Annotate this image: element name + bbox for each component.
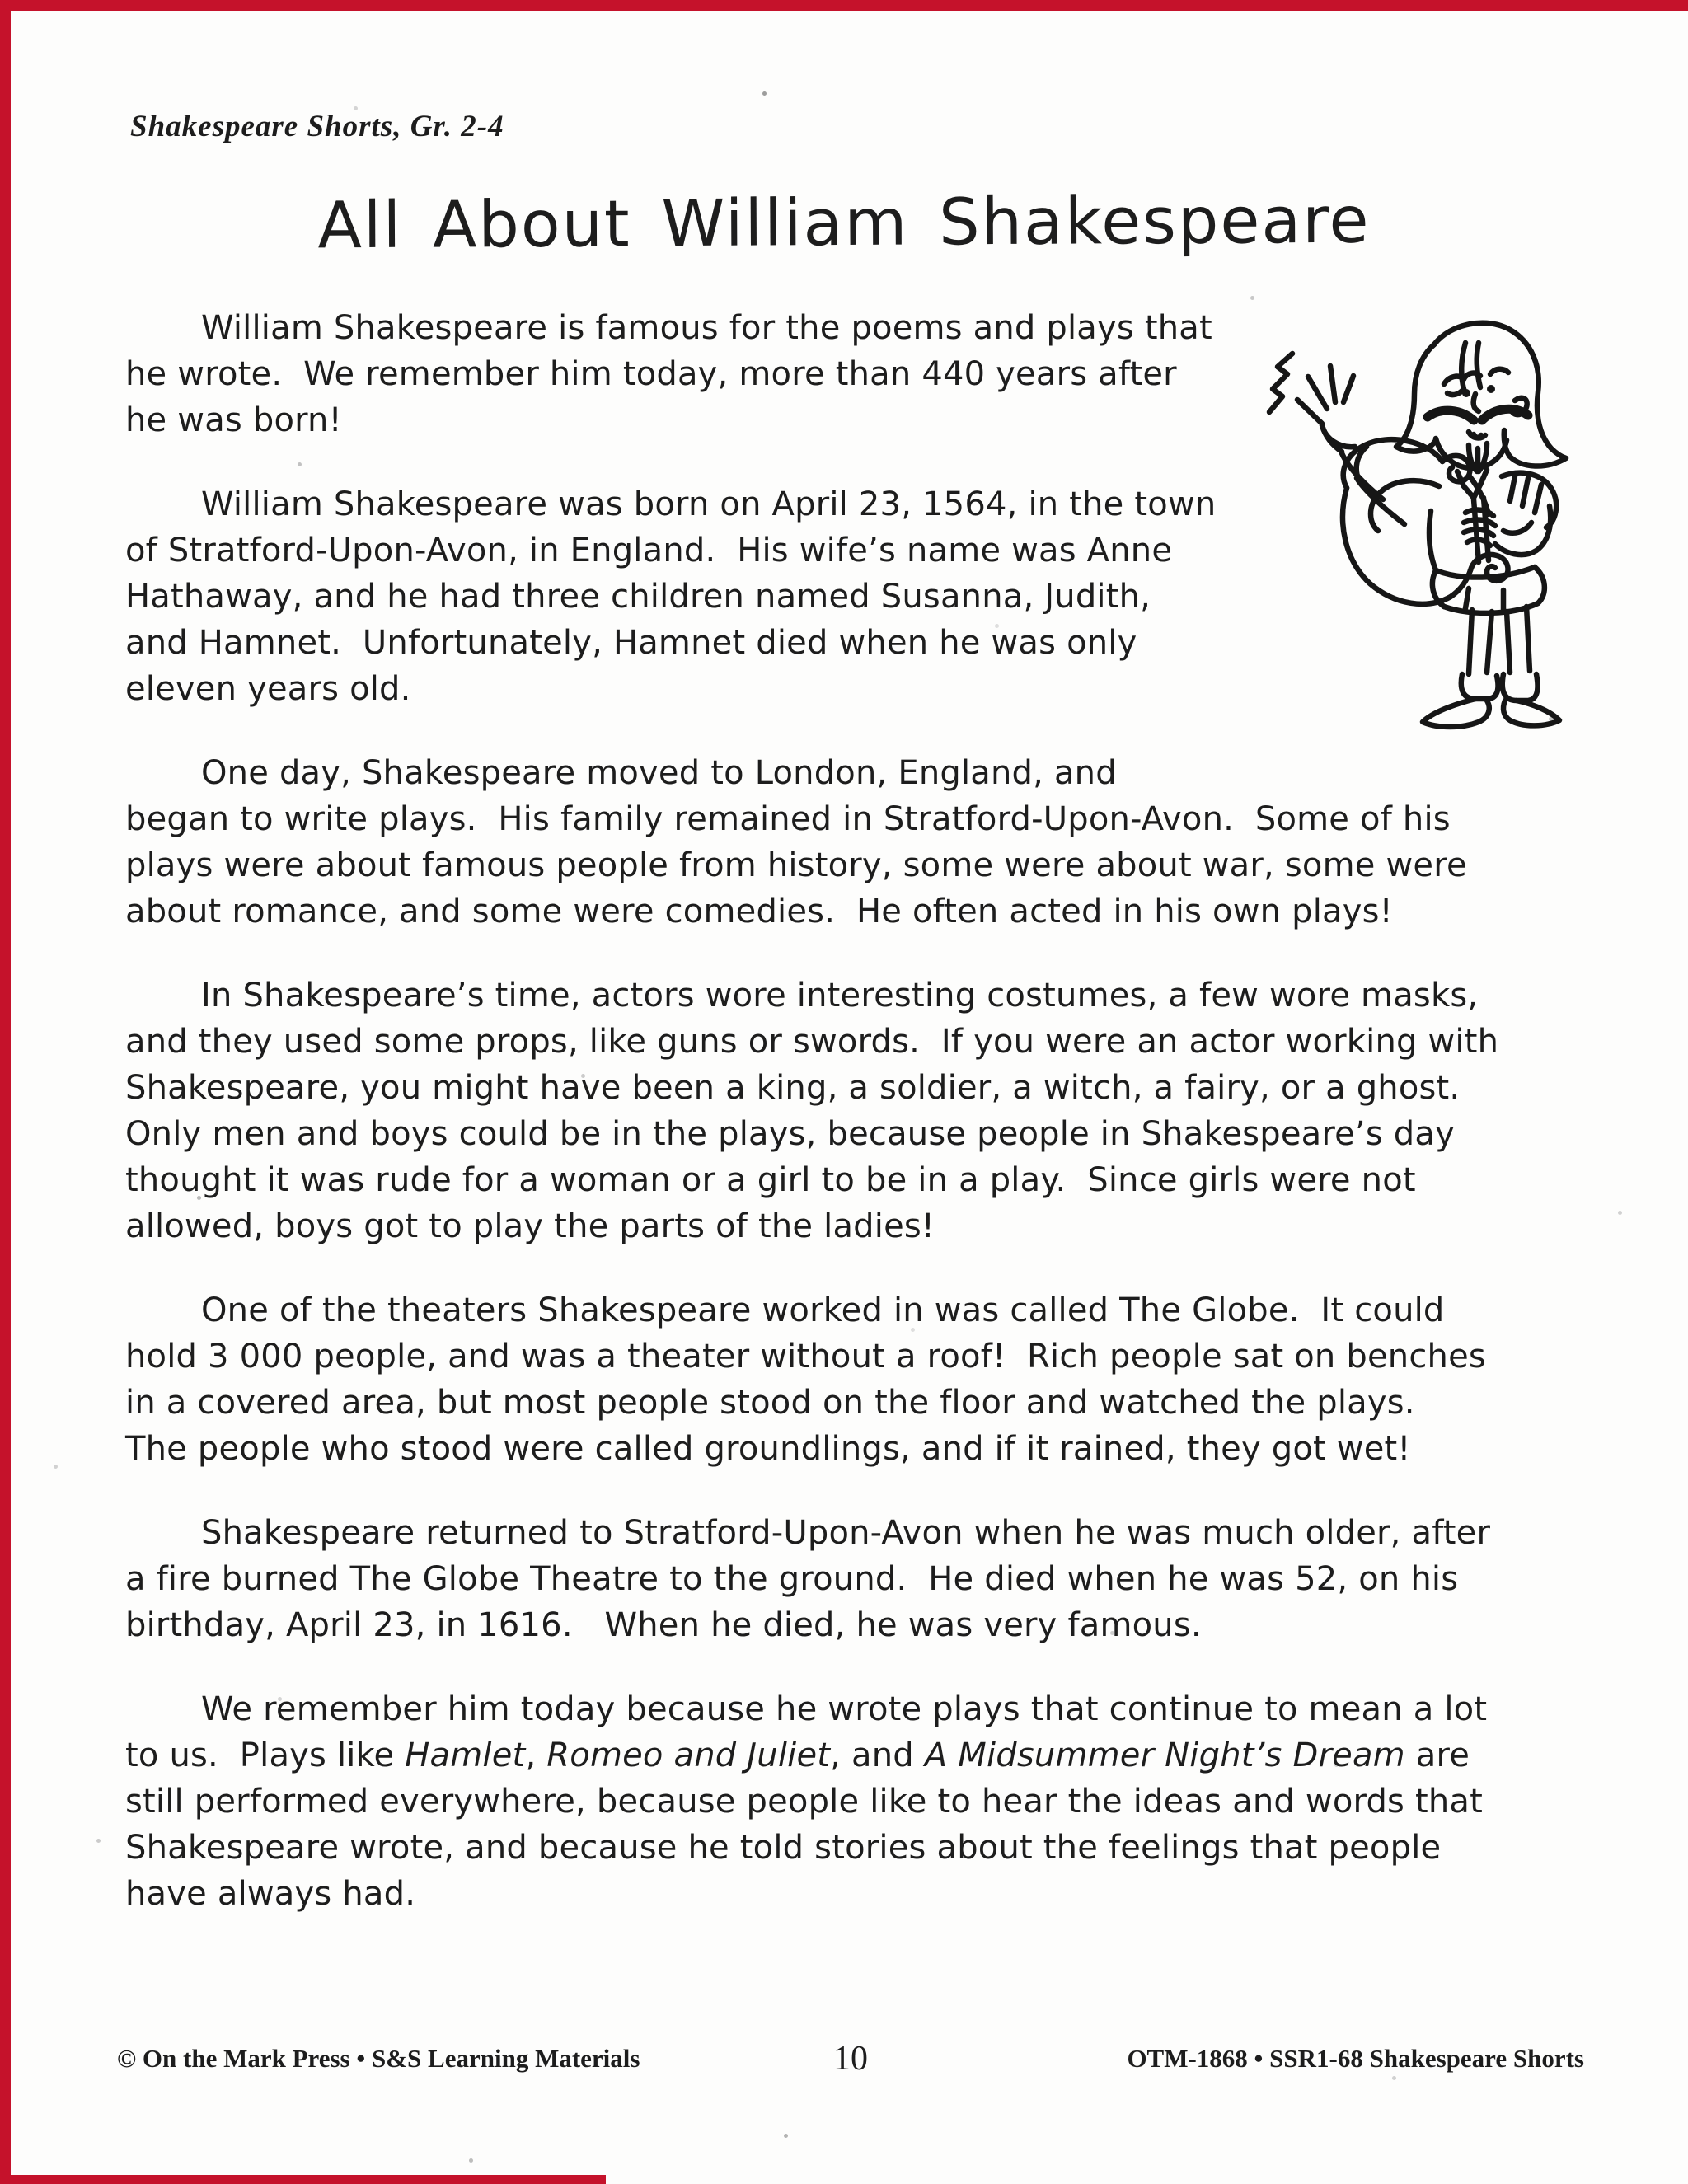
- text-line: One of the theaters Shakespeare worked in was called The Globe. It could: [201, 1291, 1445, 1329]
- paragraph: [125, 1287, 1576, 1472]
- mustache-right: [1482, 409, 1528, 420]
- paragraph: [125, 1510, 1576, 1648]
- text-line: he wrote. We remember him today, more than 440 years after: [125, 355, 1177, 393]
- text-line: One day, Shakespeare moved to London, England, and: [201, 754, 1117, 792]
- text-line: of Stratford-Upon-Avon, in England. His wife’s name was Anne: [125, 532, 1173, 569]
- text-line: eleven years old.: [125, 670, 411, 708]
- text-line: William Shakespeare was born on April 23, 1564, in the town: [201, 485, 1217, 523]
- text-line: William Shakespeare is famous for the poems and plays that: [201, 309, 1212, 347]
- text-line: a fire burned The Globe Theatre to the ground. He died when he was 52, on his: [125, 1560, 1459, 1598]
- shakespeare-illustration: [1263, 315, 1569, 730]
- waving-hand: [1297, 366, 1404, 524]
- paragraph: [125, 750, 1576, 935]
- text-line: birthday, April 23, in 1616. When he died, he was very famous.: [125, 1606, 1202, 1644]
- text-line: allowed, boys got to play the parts of the ladies!: [125, 1207, 935, 1245]
- text-line: have always had.: [125, 1875, 416, 1913]
- wave-motion-lines: [1269, 354, 1292, 412]
- page-number: 10: [833, 2040, 868, 2078]
- text-line: he was born!: [125, 401, 342, 439]
- paragraph: [125, 972, 1576, 1249]
- text-line: We remember him today because he wrote plays that continue to mean a lot: [201, 1690, 1488, 1728]
- text-line: thought it was rude for a woman or a girl to be in a play. Since girls were not: [125, 1161, 1416, 1199]
- text-line: The people who stood were called groundlings, and if it rained, they got wet!: [125, 1430, 1411, 1468]
- text-line: and Hamnet. Unfortunately, Hamnet died when he was only: [125, 624, 1137, 662]
- scan-edge-top: [0, 0, 1688, 11]
- text-line: to us. Plays like Hamlet, Romeo and Juliet, and A Midsummer Night’s Dream are: [125, 1736, 1470, 1774]
- mustache-left: [1428, 410, 1474, 420]
- page-footer: [117, 2039, 1584, 2088]
- text-line: Shakespeare wrote, and because he told stories about the feelings that people: [125, 1829, 1442, 1867]
- paragraph: [125, 1686, 1576, 1917]
- text-line: Shakespeare returned to Stratford-Upon-Avon when he was much older, after: [201, 1514, 1491, 1552]
- series-header: Shakespeare Shorts, Gr. 2-4: [130, 110, 504, 143]
- scan-edge-bottom: [0, 2175, 606, 2184]
- text-line: still performed everywhere, because people like to hear the ideas and words that: [125, 1783, 1484, 1821]
- text-line: in a covered area, but most people stood on the floor and watched the plays.: [125, 1384, 1415, 1422]
- text-line: plays were about famous people from history, some were about war, some were: [125, 846, 1467, 884]
- text-line: hold 3 000 people, and was a theater without a roof! Rich people sat on benches: [125, 1338, 1486, 1376]
- text-line: Shakespeare, you might have been a king, a soldier, a witch, a fairy, or a ghost.: [125, 1069, 1461, 1107]
- text-line: Hathaway, and he had three children named Susanna, Judith,: [125, 578, 1151, 616]
- text-line: In Shakespeare’s time, actors wore interesting costumes, a few wore masks,: [201, 977, 1479, 1015]
- scan-edge-left: [0, 0, 11, 2184]
- footer-publisher: © On the Mark Press • S&S Learning Materials: [117, 2044, 640, 2073]
- text-line: began to write plays. His family remained in Stratford-Upon-Avon. Some of his: [125, 800, 1451, 838]
- footer-product-code: OTM-1868 • SSR1-68 Shakespeare Shorts: [1127, 2044, 1584, 2073]
- page-title: All About William Shakespeare: [317, 183, 1371, 264]
- legs-and-shoes: [1423, 607, 1559, 727]
- text-line: Only men and boys could be in the plays, because people in Shakespeare’s day: [125, 1115, 1455, 1153]
- text-line: about romance, and some were comedies. He often acted in his own plays!: [125, 893, 1393, 930]
- text-line: and they used some props, like guns or swords. If you were an actor working with: [125, 1023, 1499, 1061]
